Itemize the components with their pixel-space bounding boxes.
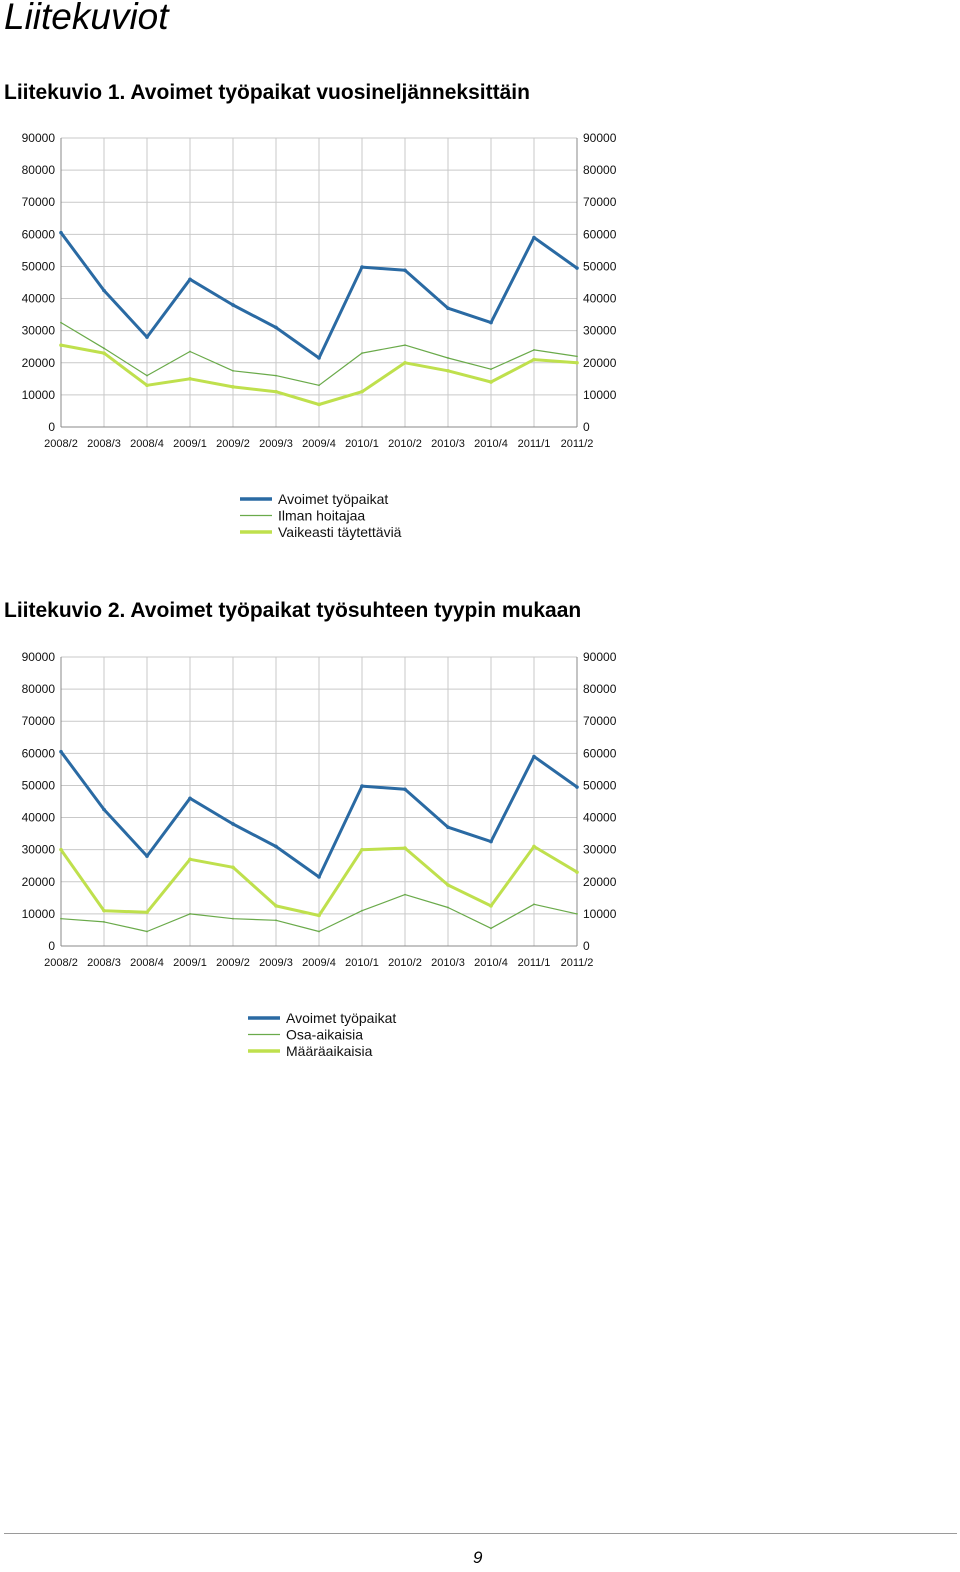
- y-tick-label-left: 40000: [21, 291, 55, 306]
- x-tick-label: 2010/1: [345, 957, 379, 969]
- x-tick-label: 2009/2: [216, 438, 250, 450]
- y-tick-label-left: 80000: [21, 682, 55, 697]
- y-tick-label-left: 60000: [21, 746, 55, 761]
- y-tick-label-right: 50000: [583, 259, 617, 274]
- y-tick-label-right: 70000: [583, 714, 617, 729]
- y-tick-label-right: 0: [583, 939, 590, 953]
- y-tick-label-right: 20000: [583, 874, 617, 889]
- y-tick-label-right: 90000: [583, 131, 617, 145]
- page-heading: Liitekuviot: [4, 0, 169, 37]
- x-tick-label: 2009/2: [216, 957, 250, 969]
- data-point: [145, 910, 149, 914]
- y-tick-label-left: 70000: [21, 195, 55, 210]
- x-tick-label: 2010/1: [345, 438, 379, 450]
- x-tick-label: 2011/2: [560, 957, 594, 969]
- y-tick-label-left: 0: [48, 420, 55, 434]
- legend-label: Avoimet työpaikat: [278, 491, 389, 507]
- data-point: [532, 845, 536, 849]
- x-tick-label: 2008/2: [44, 957, 78, 969]
- data-point: [103, 921, 105, 923]
- y-tick-label-left: 50000: [21, 259, 55, 274]
- y-tick-label-left: 10000: [21, 906, 55, 921]
- data-point: [231, 822, 235, 826]
- y-tick-label-right: 90000: [583, 650, 617, 664]
- x-tick-label: 2011/1: [517, 438, 551, 450]
- y-tick-label-left: 30000: [21, 842, 55, 857]
- x-tick-label: 2009/1: [173, 957, 207, 969]
- page-number: 9: [473, 1548, 483, 1567]
- y-tick-label-right: 10000: [583, 906, 617, 921]
- data-point: [102, 909, 106, 913]
- x-tick-label: 2008/4: [130, 957, 164, 969]
- y-tick-label-left: 70000: [21, 714, 55, 729]
- data-point: [489, 904, 493, 908]
- x-tick-label: 2008/2: [44, 438, 78, 450]
- data-point: [60, 918, 62, 920]
- x-tick-label: 2010/3: [431, 957, 465, 969]
- footer-divider: [4, 1533, 957, 1534]
- y-tick-label-right: 0: [583, 420, 590, 434]
- x-tick-label: 2009/3: [259, 438, 293, 450]
- x-tick-label: 2009/4: [302, 957, 336, 969]
- x-tick-label: 2009/3: [259, 957, 293, 969]
- data-point: [360, 848, 364, 852]
- figure-2-title: Liitekuvio 2. Avoimet työpaikat työsuhteen tyypin mukaan: [4, 599, 582, 622]
- data-point: [532, 755, 536, 759]
- y-tick-label-right: 70000: [583, 195, 617, 210]
- data-point: [447, 907, 449, 909]
- y-tick-label-right: 20000: [583, 355, 617, 370]
- y-tick-label-left: 50000: [21, 778, 55, 793]
- legend-label: Määräaikaisia: [286, 1043, 373, 1059]
- x-tick-label: 2008/3: [87, 438, 121, 450]
- y-tick-label-left: 40000: [21, 810, 55, 825]
- y-tick-label-right: 50000: [583, 778, 617, 793]
- y-tick-label-left: 80000: [21, 163, 55, 178]
- data-point: [59, 848, 63, 852]
- legend-label: Avoimet työpaikat: [286, 1010, 397, 1026]
- data-point: [59, 750, 63, 754]
- y-tick-label-right: 40000: [583, 810, 617, 825]
- data-point: [232, 918, 234, 920]
- data-point: [575, 785, 579, 789]
- data-point: [575, 870, 579, 874]
- data-point: [102, 808, 106, 812]
- x-tick-label: 2009/4: [302, 438, 336, 450]
- y-tick-label-right: 80000: [583, 682, 617, 697]
- y-tick-label-right: 40000: [583, 291, 617, 306]
- y-tick-label-right: 30000: [583, 842, 617, 857]
- data-point: [146, 931, 148, 933]
- y-tick-label-right: 60000: [583, 746, 617, 761]
- data-point: [188, 796, 192, 800]
- x-tick-label: 2009/1: [173, 438, 207, 450]
- y-tick-label-right: 10000: [583, 387, 617, 402]
- x-tick-label: 2008/4: [130, 438, 164, 450]
- figure-1-title: Liitekuvio 1. Avoimet työpaikat vuosineljänneksittäin: [4, 81, 530, 104]
- data-point: [403, 787, 407, 791]
- legend-label: Ilman hoitajaa: [278, 507, 366, 524]
- x-tick-label: 2011/2: [560, 438, 594, 450]
- data-point: [446, 825, 450, 829]
- y-tick-label-left: 0: [48, 939, 55, 953]
- data-point: [403, 846, 407, 850]
- y-tick-label-left: 30000: [21, 323, 55, 338]
- legend-label: Vaikeasti täytettäviä: [278, 524, 402, 540]
- data-point: [317, 914, 321, 918]
- data-point: [274, 845, 278, 849]
- data-point: [533, 903, 535, 905]
- data-point: [318, 931, 320, 933]
- data-point: [446, 883, 450, 887]
- y-tick-label-left: 20000: [21, 355, 55, 370]
- y-tick-label-left: 60000: [21, 227, 55, 242]
- data-point: [145, 854, 149, 858]
- data-point: [188, 858, 192, 862]
- data-point: [274, 904, 278, 908]
- y-tick-label-left: 20000: [21, 874, 55, 889]
- x-tick-label: 2010/2: [388, 438, 422, 450]
- y-tick-label-right: 80000: [583, 163, 617, 178]
- y-tick-label-right: 30000: [583, 323, 617, 338]
- y-tick-label-right: 60000: [583, 227, 617, 242]
- data-point: [275, 919, 277, 921]
- data-point: [490, 927, 492, 929]
- x-tick-label: 2011/1: [517, 957, 551, 969]
- x-tick-label: 2008/3: [87, 957, 121, 969]
- y-tick-label-left: 90000: [21, 131, 55, 145]
- x-tick-label: 2010/3: [431, 438, 465, 450]
- y-tick-label-left: 10000: [21, 387, 55, 402]
- data-point: [317, 875, 321, 879]
- data-point: [489, 840, 493, 844]
- data-point: [360, 784, 364, 788]
- x-tick-label: 2010/2: [388, 957, 422, 969]
- data-point: [231, 866, 235, 870]
- data-point: [189, 913, 191, 915]
- x-tick-label: 2010/4: [474, 438, 508, 450]
- x-tick-label: 2010/4: [474, 957, 508, 969]
- data-point: [404, 894, 406, 896]
- data-point: [361, 910, 363, 912]
- legend-label: Osa-aikaisia: [286, 1026, 364, 1043]
- y-tick-label-left: 90000: [21, 650, 55, 664]
- data-point: [576, 913, 578, 915]
